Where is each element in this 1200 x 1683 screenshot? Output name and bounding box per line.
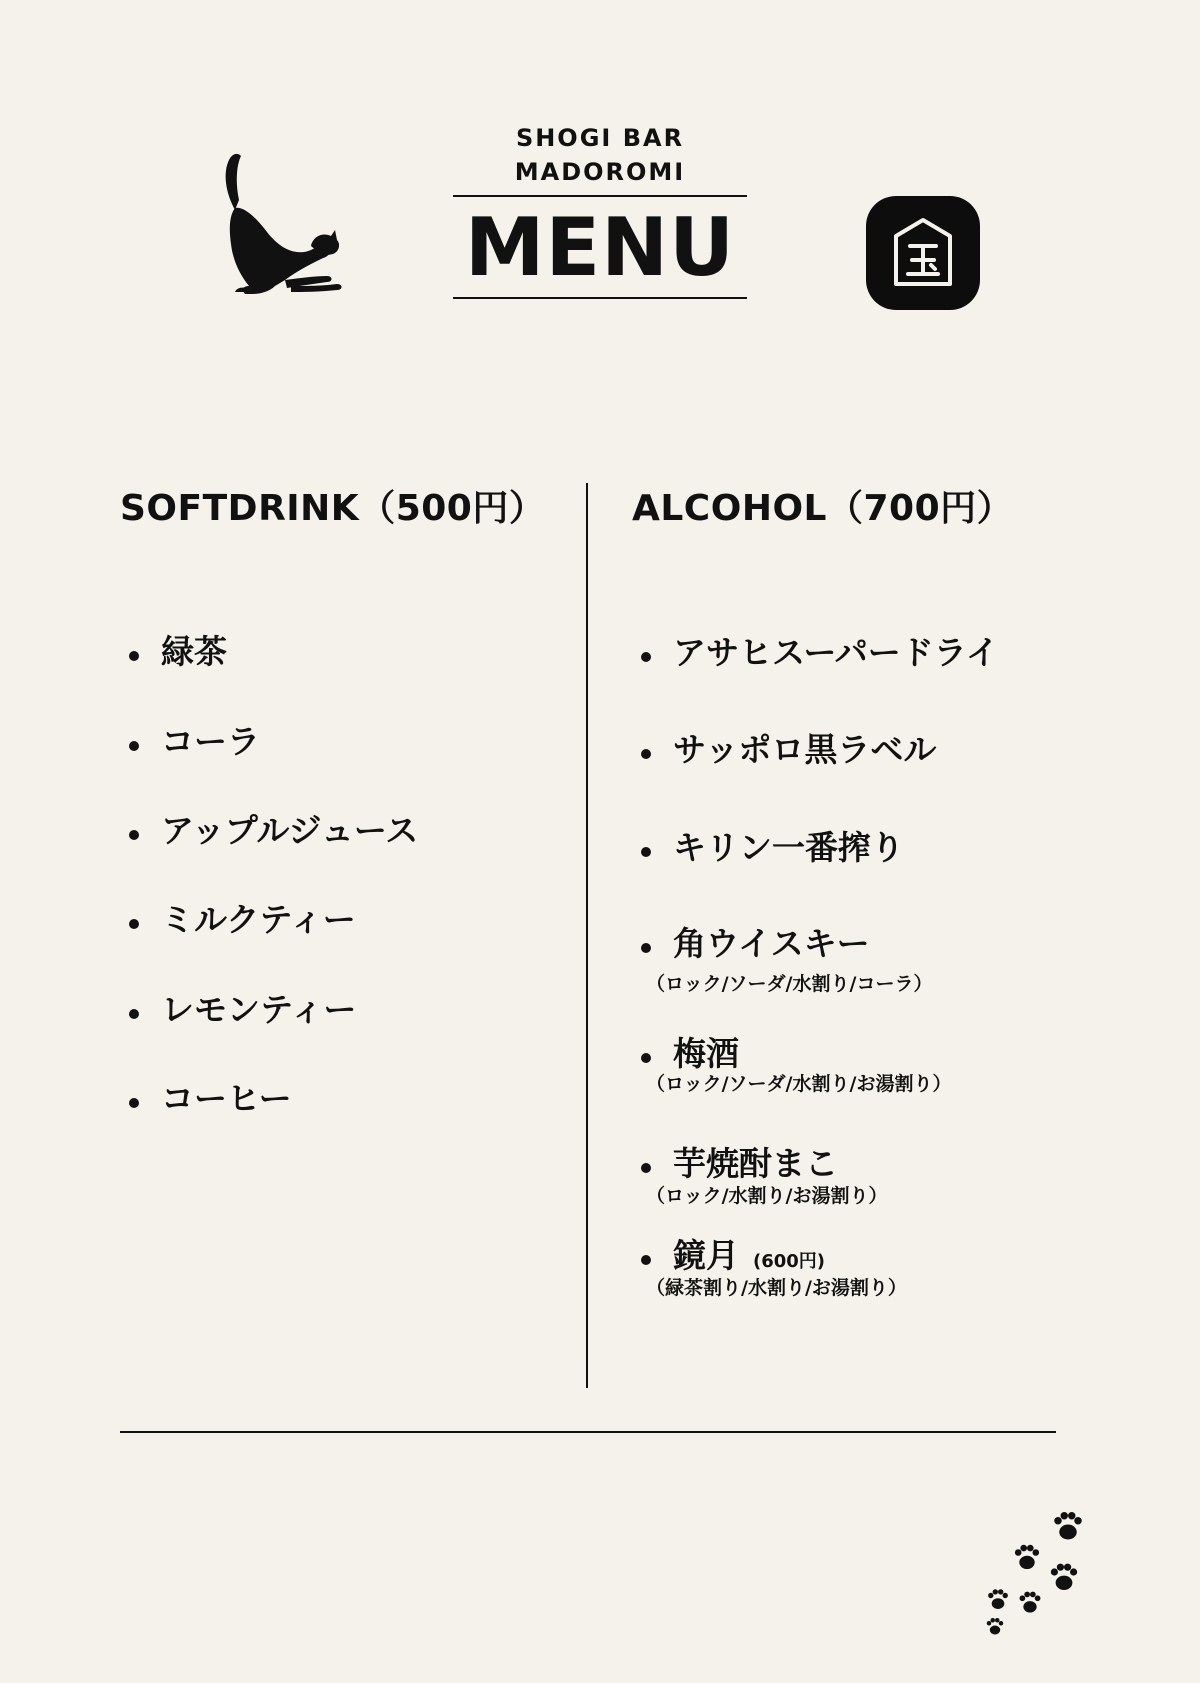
softdrink-item (129, 805, 418, 852)
bullet (641, 749, 651, 759)
paw-prints-icon (980, 1505, 1090, 1640)
cat-icon (215, 152, 350, 302)
item-name: 緑茶 (161, 632, 227, 671)
bullet (129, 919, 139, 929)
item-name: 角ウイスキー (673, 924, 870, 963)
bullet (641, 1053, 651, 1063)
item-name: サッポロ黒ラベル (673, 730, 937, 769)
footer-rule (120, 1431, 1056, 1433)
item-name: キリン一番搾り (673, 828, 904, 867)
item-name: コーヒー (161, 1079, 292, 1118)
bullet (129, 1009, 139, 1019)
alcohol-item (641, 822, 904, 869)
column-divider (586, 483, 588, 1388)
softdrink-item (129, 894, 356, 941)
bullet (129, 651, 139, 661)
softdrink-item (129, 626, 227, 673)
alcohol-item (641, 1230, 825, 1277)
item-price: (600円) (753, 1251, 826, 1272)
bullet (641, 652, 651, 662)
item-note: （ロック/ソーダ/水割り/コーラ） (646, 973, 933, 995)
bullet (641, 943, 651, 953)
bullet (129, 830, 139, 840)
bullet (641, 1163, 651, 1173)
item-name: 鏡月 (673, 1236, 739, 1275)
bullet (641, 847, 651, 857)
shogi-piece-icon (866, 196, 980, 310)
item-name: 芋焼酎まこ (673, 1144, 838, 1183)
softdrink-heading: SOFTDRINK（500円） (120, 488, 546, 529)
alcohol-item (641, 918, 870, 965)
item-note: （ロック/水割り/お湯割り） (646, 1185, 888, 1207)
item-note: （ロック/ソーダ/水割り/お湯割り） (646, 1073, 952, 1095)
item-name: アップルジュース (161, 811, 419, 850)
title-rule-top (453, 195, 747, 197)
softdrink-item (129, 716, 260, 763)
alcohol-heading: ALCOHOL（700円） (632, 488, 1014, 529)
item-name: 梅酒 (673, 1034, 739, 1073)
softdrink-item (129, 984, 356, 1031)
item-name: ミルクティー (161, 900, 356, 939)
brand-name-line1: SHOGI BAR (515, 124, 685, 152)
title-rule-bottom (453, 297, 747, 299)
bullet (641, 1255, 651, 1265)
item-name: レモンティー (161, 990, 357, 1029)
page-title: MENU (464, 201, 736, 294)
item-name: アサヒスーパードライ (673, 633, 999, 672)
alcohol-item (641, 627, 999, 674)
bullet (129, 1098, 139, 1108)
softdrink-item (129, 1073, 292, 1120)
item-name: コーラ (161, 722, 260, 761)
alcohol-item (641, 1138, 838, 1185)
alcohol-item (641, 724, 936, 771)
item-note: （緑茶割り/水割り/お湯割り） (646, 1277, 907, 1299)
alcohol-item (641, 1028, 739, 1075)
brand-name-line2: MADOROMI (514, 158, 686, 186)
bullet (129, 741, 139, 751)
